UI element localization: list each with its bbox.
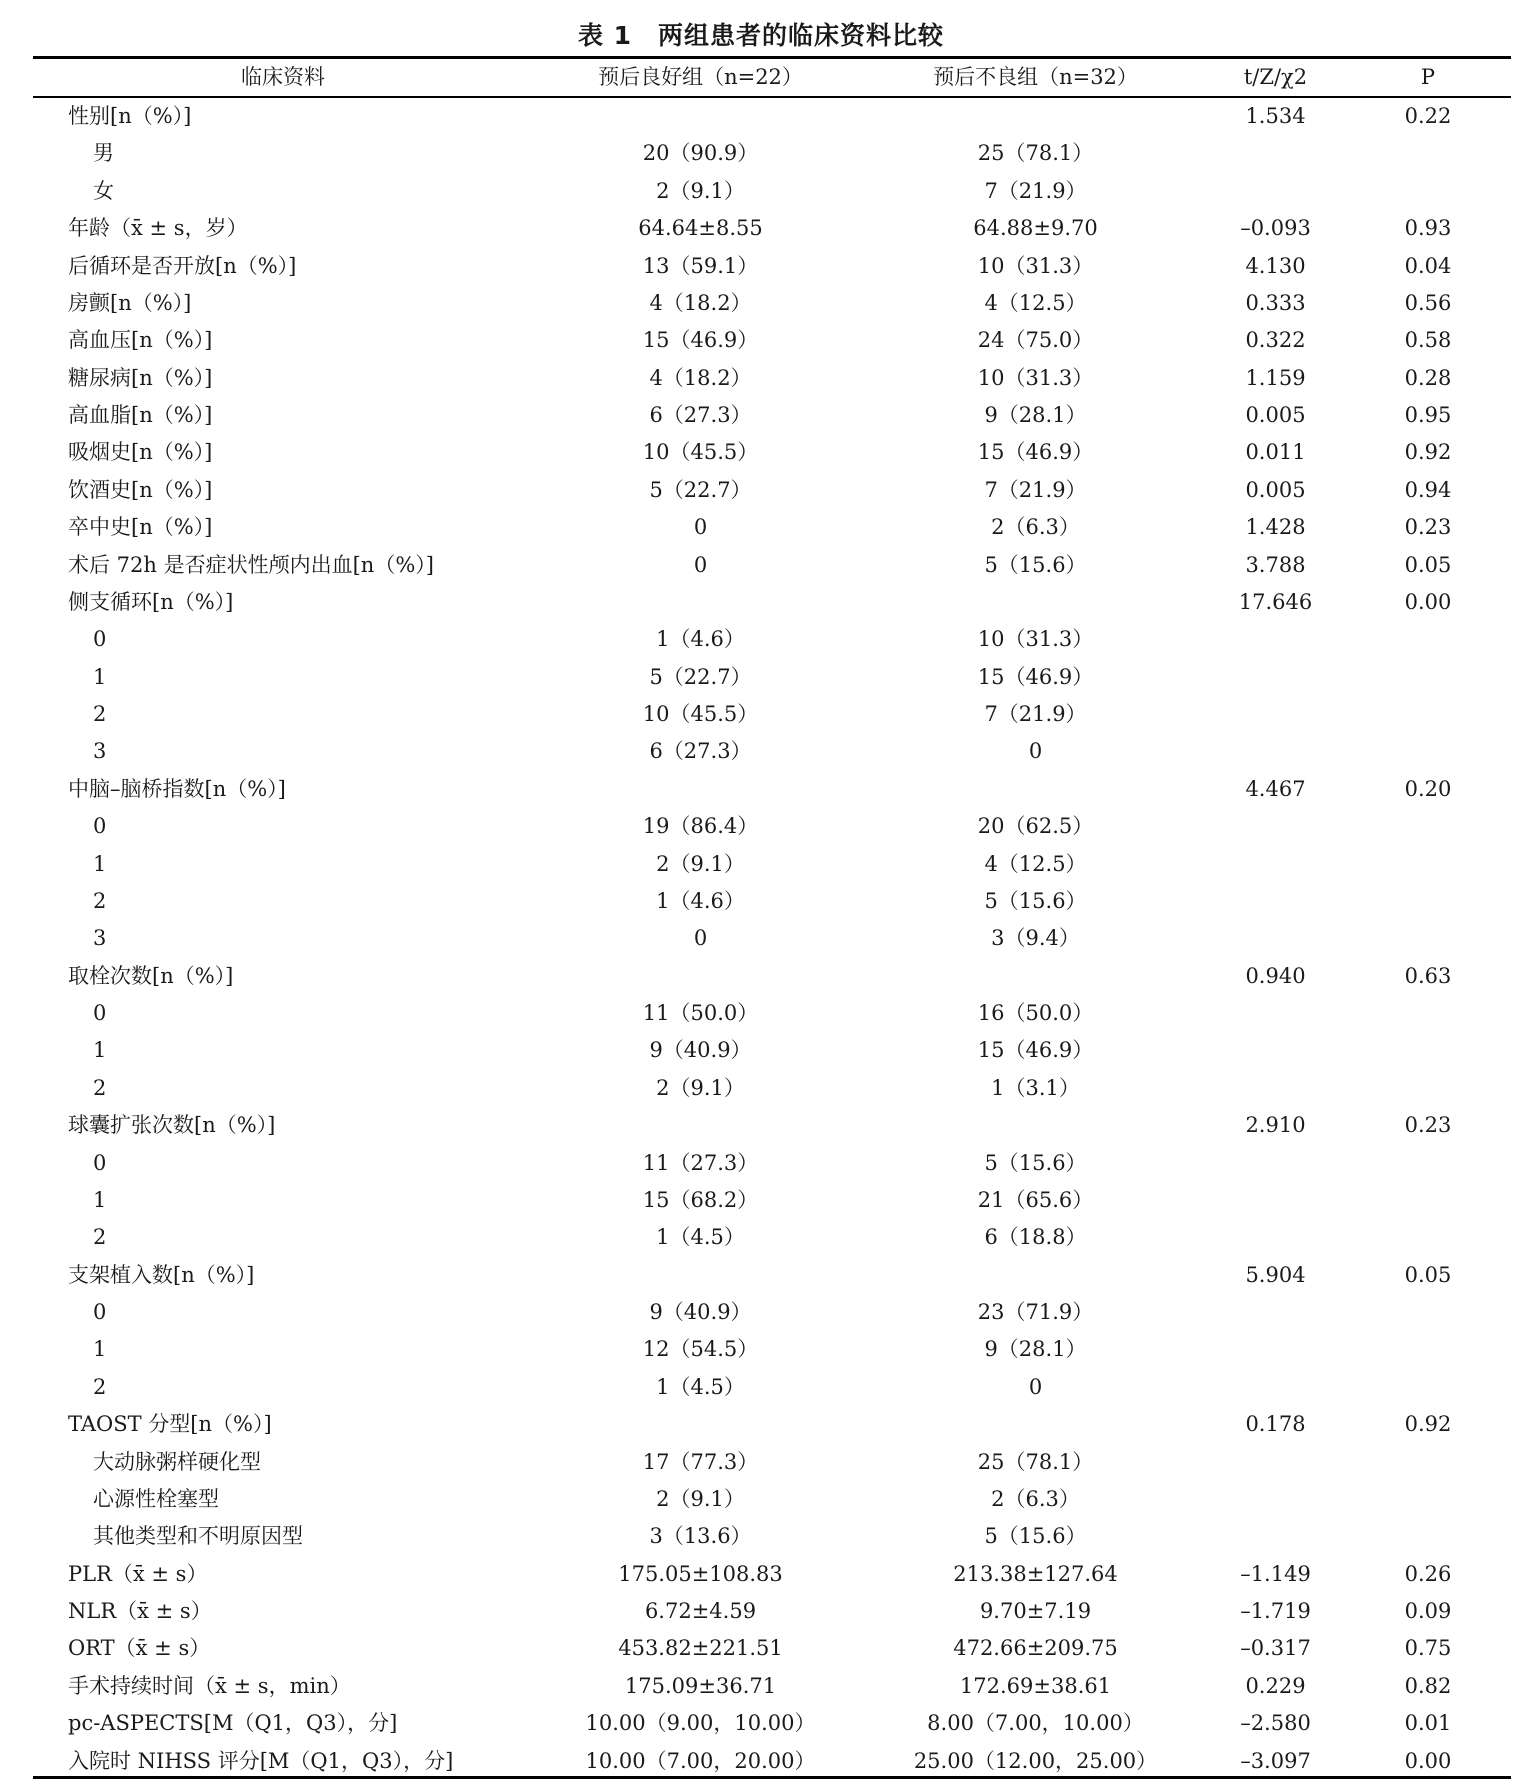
table-row	[33, 434, 1511, 471]
p-value: 0.94	[1404, 477, 1452, 502]
poor-prognosis-value: 20（62.5）	[977, 814, 1094, 839]
test-statistic-value	[1203, 1294, 1348, 1331]
p-value: 0.93	[1404, 216, 1452, 241]
poor-prognosis-value: 9（28.1）	[984, 403, 1087, 427]
row-label: TAOST 分型[n（%）]	[68, 1412, 272, 1437]
poor-prognosis-value: 0	[1028, 739, 1043, 764]
row-label: 1	[93, 1038, 107, 1063]
poor-prognosis-value: 4（12.5）	[984, 851, 1087, 876]
good-prognosis-value: 11（50.0）	[642, 1001, 759, 1025]
table-title: 表 1 两组患者的临床资料比较	[577, 21, 945, 50]
good-prognosis-value	[533, 98, 868, 135]
row-label: 3	[93, 739, 107, 764]
p-value: 0.92	[1404, 1412, 1452, 1437]
good-prognosis-value: 19（86.4）	[642, 814, 759, 839]
table-row	[33, 1705, 1511, 1742]
p-value: 0.26	[1404, 1561, 1452, 1586]
good-prognosis-value: 1（4.5）	[656, 1374, 745, 1399]
row-label: 支架植入数[n（%）]	[68, 1262, 255, 1287]
p-value: 0.23	[1404, 515, 1452, 540]
poor-prognosis-value: 25（78.1）	[977, 1449, 1094, 1474]
good-prognosis-value	[533, 1406, 868, 1443]
good-prognosis-value: 2（9.1）	[656, 1075, 745, 1100]
p-value: 0.28	[1404, 365, 1452, 390]
header-clinical-data: 临床资料	[241, 65, 325, 89]
test-statistic-value	[1203, 1182, 1348, 1219]
p-value	[1348, 1331, 1508, 1368]
test-statistic-value: 0.011	[1245, 440, 1306, 465]
test-statistic-value: –1.719	[1240, 1599, 1311, 1623]
test-statistic-value: –1.149	[1240, 1561, 1311, 1586]
good-prognosis-value	[533, 1257, 868, 1294]
good-prognosis-value: 15（46.9）	[642, 328, 759, 353]
poor-prognosis-value	[868, 958, 1203, 995]
row-label: 吸烟史[n（%）]	[68, 440, 213, 465]
table-row	[33, 1630, 1511, 1667]
poor-prognosis-value: 10（31.3）	[977, 365, 1094, 390]
row-label: 侧支循环[n（%）]	[68, 589, 234, 614]
test-statistic-value: 0.940	[1245, 963, 1306, 988]
p-value	[1348, 733, 1508, 770]
poor-prognosis-value: 1（3.1）	[991, 1075, 1080, 1100]
row-label: 高血脂[n（%）]	[68, 403, 213, 427]
table-row	[33, 1182, 1511, 1219]
table-row	[33, 733, 1511, 770]
p-value	[1348, 883, 1508, 920]
poor-prognosis-value: 7（21.9）	[984, 178, 1087, 203]
p-value: 0.75	[1404, 1636, 1452, 1661]
table-row	[33, 846, 1511, 883]
row-label: 术后 72h 是否症状性颅内出血[n（%）]	[68, 552, 434, 577]
poor-prognosis-value: 5（15.6）	[984, 888, 1087, 913]
good-prognosis-value: 11（27.3）	[642, 1150, 759, 1175]
row-label: 男	[93, 141, 114, 166]
good-prognosis-value: 4（18.2）	[649, 290, 752, 315]
p-value: 0.01	[1404, 1711, 1452, 1736]
table-row	[33, 1556, 1511, 1593]
good-prognosis-value: 1（4.6）	[656, 627, 745, 652]
row-label: 心源性栓塞型	[93, 1486, 219, 1511]
table-row	[33, 883, 1511, 920]
poor-prognosis-value	[868, 1406, 1203, 1443]
poor-prognosis-value: 5（15.6）	[984, 1524, 1087, 1549]
table-row	[33, 584, 1511, 621]
poor-prognosis-value: 7（21.9）	[984, 702, 1087, 726]
good-prognosis-value: 10（45.5）	[642, 702, 759, 726]
header-good-prognosis: 预后良好组（n=22）	[598, 65, 803, 89]
row-label: 取栓次数[n（%）]	[68, 963, 234, 988]
p-value: 0.23	[1404, 1113, 1452, 1138]
p-value	[1348, 920, 1508, 957]
good-prognosis-value: 175.09±36.71	[624, 1673, 777, 1698]
row-label: 0	[93, 1300, 107, 1324]
poor-prognosis-value: 25（78.1）	[977, 141, 1094, 166]
test-statistic-value: 3.788	[1245, 552, 1306, 577]
table-row	[33, 1668, 1511, 1705]
good-prognosis-value	[533, 771, 868, 808]
poor-prognosis-value: 9.70±7.19	[979, 1599, 1092, 1623]
good-prognosis-value: 3（13.6）	[649, 1524, 752, 1549]
poor-prognosis-value: 15（46.9）	[977, 664, 1094, 689]
header-p-value: P	[1420, 65, 1436, 89]
test-statistic-value	[1203, 846, 1348, 883]
p-value	[1348, 1369, 1508, 1406]
row-label: 0	[93, 1001, 107, 1025]
table-row	[33, 771, 1511, 808]
row-label: 1	[93, 1337, 107, 1362]
table-row	[33, 808, 1511, 845]
test-statistic-value: 0.178	[1245, 1412, 1306, 1437]
test-statistic-value	[1203, 1331, 1348, 1368]
row-label: 0	[93, 814, 107, 839]
table-row	[33, 472, 1511, 509]
table-row	[33, 1593, 1511, 1630]
test-statistic-value: 0.333	[1245, 290, 1306, 315]
test-statistic-value	[1203, 173, 1348, 210]
row-label: 性别[n（%）]	[68, 104, 192, 128]
test-statistic-value	[1203, 1219, 1348, 1256]
good-prognosis-value: 10.00（7.00，20.00）	[585, 1748, 816, 1773]
row-label: 3	[93, 926, 107, 951]
poor-prognosis-value: 3（9.4）	[991, 926, 1080, 951]
p-value: 0.20	[1404, 776, 1452, 801]
p-value	[1348, 1182, 1508, 1219]
poor-prognosis-value: 8.00（7.00，10.00）	[927, 1711, 1144, 1736]
row-label: 女	[93, 178, 114, 203]
p-value: 0.95	[1404, 403, 1452, 427]
good-prognosis-value: 2（9.1）	[656, 1486, 745, 1511]
good-prognosis-value: 5（22.7）	[649, 477, 752, 502]
test-statistic-value: 0.005	[1245, 477, 1306, 502]
test-statistic-value: 0.322	[1245, 328, 1306, 353]
poor-prognosis-value: 6（18.8）	[984, 1225, 1087, 1250]
p-value	[1348, 995, 1508, 1032]
row-label: 2	[93, 1374, 107, 1399]
row-label: PLR（x̄ ± s）	[68, 1561, 208, 1586]
p-value: 0.63	[1404, 963, 1452, 988]
poor-prognosis-value	[868, 1107, 1203, 1144]
table-row	[33, 920, 1511, 957]
header-test-statistic: t/Z/χ2	[1243, 65, 1308, 89]
poor-prognosis-value: 2（6.3）	[991, 1486, 1080, 1511]
row-label: 卒中史[n（%）]	[68, 515, 213, 540]
test-statistic-value: –3.097	[1240, 1748, 1311, 1773]
table-row	[33, 285, 1511, 322]
poor-prognosis-value: 0	[1028, 1374, 1043, 1399]
test-statistic-value: 1.428	[1245, 515, 1306, 540]
table-row	[33, 135, 1511, 172]
good-prognosis-value: 10（45.5）	[642, 440, 759, 465]
test-statistic-value	[1203, 733, 1348, 770]
table-row	[33, 322, 1511, 359]
p-value: 0.92	[1404, 440, 1452, 465]
table-row	[33, 1145, 1511, 1182]
good-prognosis-value	[533, 584, 868, 621]
good-prognosis-value	[533, 1107, 868, 1144]
p-value: 0.05	[1404, 1262, 1452, 1287]
p-value	[1348, 659, 1508, 696]
poor-prognosis-value	[868, 584, 1203, 621]
table-row	[33, 547, 1511, 584]
p-value	[1348, 696, 1508, 733]
row-label: 1	[93, 851, 107, 876]
poor-prognosis-value	[868, 771, 1203, 808]
table-row	[33, 210, 1511, 247]
test-statistic-value	[1203, 135, 1348, 172]
table-row	[33, 1369, 1511, 1406]
poor-prognosis-value: 23（71.9）	[977, 1300, 1094, 1324]
test-statistic-value	[1203, 1444, 1348, 1481]
test-statistic-value	[1203, 1481, 1348, 1518]
p-value: 0.56	[1404, 290, 1452, 315]
good-prognosis-value: 10.00（9.00，10.00）	[585, 1711, 816, 1736]
table-row	[33, 509, 1511, 546]
good-prognosis-value: 0	[693, 515, 708, 540]
test-statistic-value: 5.904	[1245, 1262, 1306, 1287]
p-value	[1348, 1145, 1508, 1182]
test-statistic-value: 4.130	[1245, 253, 1306, 278]
test-statistic-value	[1203, 883, 1348, 920]
p-value	[1348, 1219, 1508, 1256]
table-row	[33, 1406, 1511, 1443]
poor-prognosis-value: 15（46.9）	[977, 440, 1094, 465]
bottom-rule	[33, 1776, 1511, 1779]
test-statistic-value: 1.534	[1245, 104, 1306, 128]
row-label: 中脑–脑桥指数[n（%）]	[68, 776, 286, 801]
poor-prognosis-value	[868, 1257, 1203, 1294]
p-value: 0.05	[1404, 552, 1452, 577]
row-label: 2	[93, 1075, 107, 1100]
poor-prognosis-value: 10（31.3）	[977, 253, 1094, 278]
table-row	[33, 1331, 1511, 1368]
p-value	[1348, 1444, 1508, 1481]
table-row	[33, 696, 1511, 733]
test-statistic-value	[1203, 1369, 1348, 1406]
test-statistic-value	[1203, 621, 1348, 658]
poor-prognosis-value: 21（65.6）	[977, 1187, 1094, 1212]
poor-prognosis-value: 10（31.3）	[977, 627, 1094, 652]
table-row	[33, 1444, 1511, 1481]
row-label: 2	[93, 1225, 107, 1250]
poor-prognosis-value: 15（46.9）	[977, 1038, 1094, 1063]
row-label: 2	[93, 702, 107, 726]
row-label: 1	[93, 1187, 107, 1212]
poor-prognosis-value: 64.88±9.70	[973, 216, 1098, 241]
table-row	[33, 98, 1511, 135]
good-prognosis-value	[533, 958, 868, 995]
poor-prognosis-value: 5（15.6）	[984, 552, 1087, 577]
p-value: 0.58	[1404, 328, 1452, 353]
poor-prognosis-value: 16（50.0）	[977, 1001, 1094, 1025]
good-prognosis-value: 17（77.3）	[642, 1449, 759, 1474]
poor-prognosis-value: 9（28.1）	[984, 1337, 1087, 1362]
row-label: 0	[93, 627, 107, 652]
test-statistic-value: –0.317	[1240, 1636, 1311, 1661]
table-row	[33, 1294, 1511, 1331]
test-statistic-value: 17.646	[1238, 589, 1313, 614]
good-prognosis-value: 0	[693, 926, 708, 951]
test-statistic-value	[1203, 1518, 1348, 1555]
p-value	[1348, 135, 1508, 172]
row-label: NLR（x̄ ± s）	[68, 1599, 212, 1623]
table-row	[33, 1481, 1511, 1518]
row-label: 大动脉粥样硬化型	[93, 1449, 261, 1474]
row-label: ORT（x̄ ± s）	[68, 1636, 211, 1661]
row-label: 饮酒史[n（%）]	[68, 477, 213, 502]
test-statistic-value	[1203, 920, 1348, 957]
table-body	[33, 98, 1511, 1780]
test-statistic-value	[1203, 1145, 1348, 1182]
table-row	[33, 360, 1511, 397]
test-statistic-value	[1203, 1070, 1348, 1107]
good-prognosis-value: 1（4.6）	[656, 888, 745, 913]
row-label: 高血压[n（%）]	[68, 328, 213, 353]
p-value: 0.82	[1404, 1673, 1452, 1698]
good-prognosis-value: 9（40.9）	[649, 1300, 752, 1324]
p-value: 0.22	[1404, 104, 1452, 128]
good-prognosis-value: 6（27.3）	[649, 739, 752, 764]
good-prognosis-value: 175.05±108.83	[618, 1561, 783, 1586]
row-label: 房颤[n（%）]	[68, 290, 192, 315]
row-label: 年龄（x̄ ± s，岁）	[68, 216, 248, 241]
poor-prognosis-value: 24（75.0）	[977, 328, 1094, 353]
good-prognosis-value: 12（54.5）	[642, 1337, 759, 1362]
row-label: 其他类型和不明原因型	[93, 1524, 303, 1549]
table-header-row	[33, 58, 1511, 96]
table-row	[33, 1257, 1511, 1294]
p-value	[1348, 621, 1508, 658]
row-label: 2	[93, 888, 107, 913]
poor-prognosis-value: 5（15.6）	[984, 1150, 1087, 1175]
poor-prognosis-value: 7（21.9）	[984, 477, 1087, 502]
p-value	[1348, 1481, 1508, 1518]
table-row	[33, 248, 1511, 285]
table-row	[33, 173, 1511, 210]
test-statistic-value	[1203, 1032, 1348, 1069]
table-row	[33, 1070, 1511, 1107]
table-row	[33, 1107, 1511, 1144]
table-row	[33, 995, 1511, 1032]
good-prognosis-value: 6（27.3）	[649, 403, 752, 427]
row-label: 球囊扩张次数[n（%）]	[68, 1113, 276, 1138]
good-prognosis-value: 9（40.9）	[649, 1038, 752, 1063]
p-value	[1348, 1294, 1508, 1331]
p-value	[1348, 1070, 1508, 1107]
row-label: 后循环是否开放[n（%）]	[68, 253, 297, 278]
poor-prognosis-value: 2（6.3）	[991, 515, 1080, 540]
poor-prognosis-value	[868, 98, 1203, 135]
p-value	[1348, 846, 1508, 883]
good-prognosis-value: 2（9.1）	[656, 851, 745, 876]
good-prognosis-value: 13（59.1）	[642, 253, 759, 278]
p-value	[1348, 808, 1508, 845]
p-value: 0.00	[1404, 1748, 1452, 1773]
p-value	[1348, 173, 1508, 210]
poor-prognosis-value: 213.38±127.64	[953, 1561, 1118, 1586]
good-prognosis-value: 0	[693, 552, 708, 577]
table-row	[33, 1032, 1511, 1069]
poor-prognosis-value: 4（12.5）	[984, 290, 1087, 315]
p-value: 0.09	[1404, 1599, 1452, 1623]
test-statistic-value: 0.005	[1245, 403, 1306, 427]
good-prognosis-value: 64.64±8.55	[638, 216, 763, 241]
row-label: 入院时 NIHSS 评分[M（Q1，Q3），分]	[68, 1748, 454, 1773]
table-row	[33, 1518, 1511, 1555]
test-statistic-value: 2.910	[1245, 1113, 1306, 1138]
test-statistic-value	[1203, 659, 1348, 696]
p-value	[1348, 1032, 1508, 1069]
test-statistic-value: 1.159	[1245, 365, 1306, 390]
row-label: 0	[93, 1150, 107, 1175]
p-value: 0.00	[1404, 589, 1452, 614]
good-prognosis-value: 20（90.9）	[642, 141, 759, 166]
p-value: 0.04	[1404, 253, 1452, 278]
poor-prognosis-value: 472.66±209.75	[953, 1636, 1118, 1661]
poor-prognosis-value: 25.00（12.00，25.00）	[913, 1748, 1158, 1773]
row-label: 糖尿病[n（%）]	[68, 365, 213, 390]
p-value	[1348, 1518, 1508, 1555]
good-prognosis-value: 1（4.5）	[656, 1225, 745, 1250]
test-statistic-value	[1203, 808, 1348, 845]
row-label: 手术持续时间（x̄ ± s，min）	[68, 1673, 351, 1698]
good-prognosis-value: 6.72±4.59	[644, 1599, 757, 1623]
table-row	[33, 621, 1511, 658]
test-statistic-value: 0.229	[1245, 1673, 1306, 1698]
test-statistic-value: –2.580	[1240, 1711, 1311, 1736]
good-prognosis-value: 453.82±221.51	[618, 1636, 783, 1661]
row-label: pc-ASPECTS[M（Q1，Q3），分]	[68, 1711, 398, 1736]
table-row	[33, 1743, 1511, 1780]
table-row	[33, 397, 1511, 434]
table-row	[33, 659, 1511, 696]
test-statistic-value	[1203, 696, 1348, 733]
table-row	[33, 958, 1511, 995]
header-poor-prognosis: 预后不良组（n=32）	[933, 65, 1138, 89]
test-statistic-value: –0.093	[1240, 216, 1311, 241]
row-label: 1	[93, 664, 107, 689]
good-prognosis-value: 15（68.2）	[642, 1187, 759, 1212]
test-statistic-value: 4.467	[1245, 776, 1306, 801]
test-statistic-value	[1203, 995, 1348, 1032]
table-row	[33, 1219, 1511, 1256]
good-prognosis-value: 5（22.7）	[649, 664, 752, 689]
poor-prognosis-value: 172.69±38.61	[959, 1673, 1112, 1698]
good-prognosis-value: 2（9.1）	[656, 178, 745, 203]
good-prognosis-value: 4（18.2）	[649, 365, 752, 390]
